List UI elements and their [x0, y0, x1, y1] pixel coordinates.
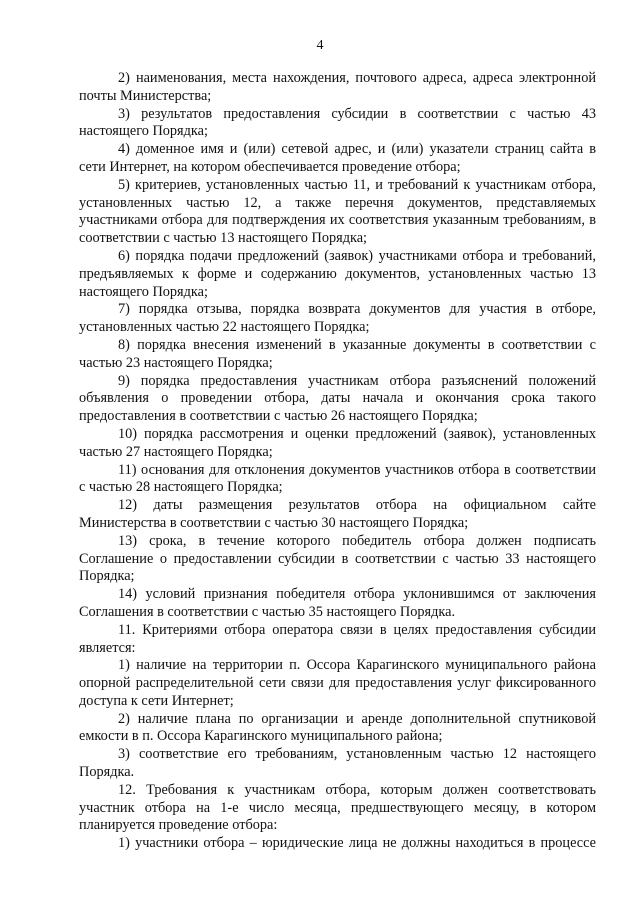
paragraph: 7) порядка отзыва, порядка возврата документов для участия в отборе, установленных частью 22 настоящего Порядка; [79, 301, 596, 336]
paragraph: 8) порядка внесения изменений в указанные документы в соответствии с частью 23 настоящего Порядка; [79, 336, 596, 371]
paragraph: 12. Требования к участникам отбора, которым должен соответствовать участник отбора на 1-е число месяца, предшествующего месяцу, в котором планируется проведение отбора: [79, 781, 596, 834]
paragraph: 3) соответствие его требованиям, установленным частью 12 настоящего Порядка. [79, 746, 596, 781]
paragraph: 2) наименования, места нахождения, почтового адреса, адреса электронной почты Министерства; [79, 70, 596, 104]
paragraph: 14) условий признания победителя отбора уклонившимся от заключения Соглашения в соответствии с частью 35 настоящего Порядка. [79, 586, 596, 620]
paragraph: 5) критериев, установленных частью 11, и требований к участникам отбора, установленных частью 12, а также перечня документов, представляемых участниками отбора для подтверждения их соответствия указанным требованиям, в соответствии с частью 13 настоящего Порядка; [79, 176, 596, 247]
page-number: 4 [316, 38, 324, 53]
paragraph: 1) наличие на территории п. Оссора Карагинского муниципального района опорной распределительной сети связи для предоставления услуг фиксированного доступа к сети Интернет; [79, 657, 596, 709]
paragraph: 6) порядка подачи предложений (заявок) участниками отбора и требований, предъявляемых к форме и содержанию документов, установленных частью 13 настоящего Порядка; [79, 247, 596, 300]
paragraph: 11. Критериями отбора оператора связи в целях предоставления субсидии является: [79, 621, 596, 656]
paragraph: 2) наличие плана по организации и аренде дополнительной спутниковой емкости в п. Оссора Карагинского муниципального района; [79, 710, 596, 745]
paragraph: 3) результатов предоставления субсидии в соответствии с частью 43 настоящего Порядка; [79, 105, 596, 140]
paragraph: 13) срока, в течение которого победитель отбора должен подписать Соглашение о предоставлении субсидии в соответствии с частью 33 настоящего Порядка; [79, 532, 596, 585]
paragraph: 4) доменное имя и (или) сетевой адрес, и (или) указатели страниц сайта в сети Интернет, на котором обеспечивается проведение отбора; [79, 141, 596, 175]
paragraph: 9) порядка предоставления участникам отбора разъяснений положений объявления о проведении отбора, даты начала и окончания срока такого предоставления в соответствии с частью 26 настоящего Порядка; [79, 372, 596, 425]
paragraph: 11) основания для отклонения документов участников отбора в соответствии с частью 28 настоящего Порядка; [79, 461, 596, 496]
paragraph: 10) порядка рассмотрения и оценки предложений (заявок), установленных частью 27 настоящего Порядка; [79, 425, 596, 460]
paragraph: 12) даты размещения результатов отбора на официальном сайте Министерства в соответствии с частью 30 настоящего Порядка; [79, 497, 596, 531]
document-body [79, 70, 596, 853]
paragraph: 1) участники отбора – юридические лица не должны находиться в процессе [118, 835, 596, 852]
